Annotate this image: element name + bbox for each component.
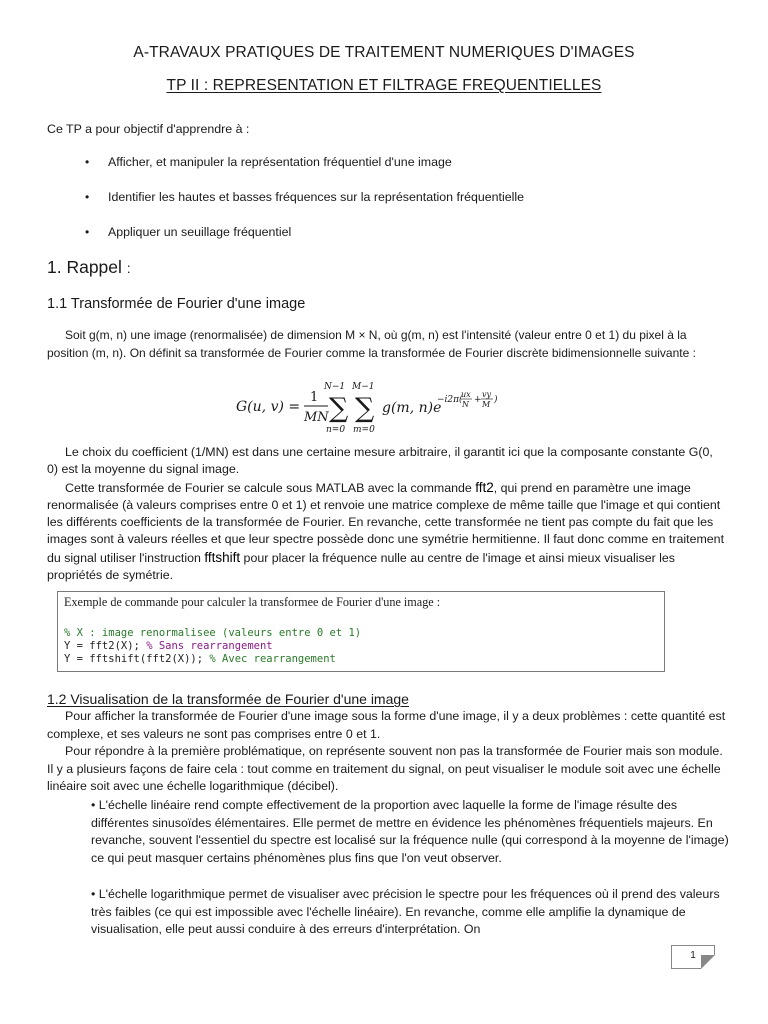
subsection-heading-fourier: 1.1 Transformée de Fourier d'une image <box>47 296 306 312</box>
bullet-icon: • <box>85 190 90 204</box>
svg-text:MN: MN <box>304 410 329 425</box>
page-number: 1 <box>671 945 715 969</box>
document-title: A-TRAVAUX PRATIQUES DE TRAITEMENT NUMERIQUES D'IMAGES <box>133 44 635 61</box>
svg-text:N−1: N−1 <box>324 382 346 392</box>
bullet-icon: • <box>85 155 90 169</box>
svg-text:): ) <box>494 395 498 405</box>
code-title: Exemple de commande pour calculer la transformee de Fourier d'une image : <box>64 595 441 609</box>
svg-text:n=0: n=0 <box>326 425 346 435</box>
scale-item-log: • L'échelle logarithmique permet de visualiser avec précision le spectre pour les fréquences où il prend des valeurs très faibles (ce qui est impossible avec l'échelle linéaire). En revanche, comme elle amplifie la dynamique de visualisation, elle peut aussi conduire à des erreurs d'interprétation. On <box>91 887 720 936</box>
bullet-icon: • <box>85 225 90 239</box>
svg-text:ux: ux <box>461 390 471 399</box>
fourier-formula <box>232 380 532 440</box>
paragraph-fft: Le choix du coefficient (1/MN) est dans une certaine mesure arbitraire, il garantit ici que la composante constante G(0, 0) est la moyenne du signal image. Cette transformée de Fourier se calcule sous MATLAB avec la commande fft2, qui prend en paramètre une image renormalisée (à valeurs comprises entre 0 et 1) et renvoie une matrice complexe de même taille que l'image et qui contient les différents coefficients de la transformée de Fourier. En revanche, cette transformée ne tient pas compte du fait que les images sont à valeurs réelles et que leur spectre possède donc une symétrie hermitienne. Il faut donc comme en traitement du signal utiliser l'instruction fftshift pour placer la fréquence nulle au centre de l'image et ainsi mieux visualiser les propriétés de symétrie. <box>47 445 725 583</box>
svg-text:N: N <box>462 400 469 409</box>
svg-text:∑: ∑ <box>355 393 375 424</box>
svg-text:vy: vy <box>482 390 492 399</box>
svg-text:M: M <box>482 400 491 409</box>
paragraph-visualisation: Pour afficher la transformée de Fourier d'une image sous la forme d'une image, il y a deux problèmes : cette quantité est complexe, et ses valeurs ne sont pas comprises entre 0 et 1. Pour répondre à la première problématique, on représente souvent non pas la transformée de Fourier mais son module. Il y a plusieurs façons de faire cela : tout comme en traitement du signal, on peut visualiser le module soit avec une échelle linéaire soit avec une échelle logarithmique (décibel). <box>47 709 726 793</box>
section-heading: 1. Rappel : <box>47 257 131 277</box>
svg-text:∑: ∑ <box>329 393 349 424</box>
svg-text:−i2π(: −i2π( <box>437 395 463 405</box>
code-example-box <box>57 591 665 672</box>
intro-text: Ce TP a pour objectif d'apprendre à : <box>47 122 250 136</box>
svg-text:g(m, n)e: g(m, n)e <box>382 400 442 416</box>
keyword-fft2: fft2 <box>475 479 494 495</box>
paragraph-definition: Soit g(m, n) une image (renormalisée) de dimension M × N, où g(m, n) est l'intensité (valeur entre 0 et 1) du pixel à la position (m, n). On définit sa transformée de Fourier comme la transformée de Fourier discrète bidimensionnelle suivante : <box>47 328 696 360</box>
svg-text:1: 1 <box>310 390 319 405</box>
svg-text:m=0: m=0 <box>353 425 375 435</box>
subsection-heading-visualisation: 1.2 Visualisation de la transformée de Fourier d'une image <box>47 691 409 707</box>
code-line: Y = fftshift(fft2(X)); % Avec rearrangement <box>64 653 336 665</box>
document-subtitle: TP II : REPRESENTATION ET FILTRAGE FREQUENTIELLES <box>166 77 602 94</box>
svg-text:+: + <box>474 395 482 405</box>
document-page: A-TRAVAUX PRATIQUES DE TRAITEMENT NUMERIQUES D'IMAGES TP II : REPRESENTATION ET FILTRAGE FREQUENTIELLES Ce TP a pour objectif d'apprendre à : • Afficher, et manipuler la représentation fréquentiel d'une image • Identifier les hautes et basses fréquences sur la représentation fréquentielle • Appliquer un seuillage fréquentiel 1. Rappel : 1.1 Transformée de Fourier d'une image Soit g(m, n) une image (renormalisée) de dimension M × N, où g(m, n) est l'intensité (valeur entre 0 et 1) du pixel à la position (m, n). On définit sa transformée de Fourier comme la transformée de Fourier discrète bidimensionnelle suivante : G(u, v) = 1 MN N−1 ∑ n=0 M−1 ∑ m=0 g(m, n)e −i2π( ux N + vy M ) Le choix du coefficient (1/MN) est dans une certaine mesure arbitraire, il garantit ici que la composante constante G(0, 0) est la moyenne du signal image. Cette transformée de Fourier se calcule sous MATLAB avec la commande fft2, qui prend en paramètre une image renormalisée (à valeurs comprises entre 0 et 1) et renvoie une matrice complexe de même taille que l'image et qui contient les différents coefficients de la transformée de Fourier. En revanche, cette transformée ne tient pas compte du fait que les images sont à valeurs réelles et que leur spectre possède donc une symétrie hermitienne. Il faut donc comme en traitement du signal utiliser l'instruction fftshift pour placer la fréquence nulle au centre de l'image et ainsi mieux visualiser les propriétés de symétrie. Exemple de commande pour calculer la transformee de Fourier d'une image : % X : image renormalisee (valeurs entre 0 et 1) Y = fft2(X); % Sans rearrangement Y = fftshift(fft2(X)); % Avec rearrangement 1.2 Visualisation de la transformée de Fourier d'une image Pour afficher la transformée de Fourier d'une image sous la forme d'une image, il y a deux problèmes : cette quantité est complexe, et ses valeurs ne sont pas comprises entre 0 et 1. Pour répondre à la première problématique, on représente souvent non pas la transformée de Fourier mais son module. Il y a plusieurs façons de faire cela : tout comme en traitement du signal, on peut visualiser le module soit avec une échelle linéaire soit avec une échelle logarithmique (décibel). • L'échelle linéaire rend compte effectivement de la proportion avec laquelle la forme de l'image résulte des différentes sinusoïdes élémentaires. Elle permet de mettre en évidence les phénomènes fréquentiels majeurs. En revanche, souvent l'essentiel du spectre est localisé sur la fréquence nulle (qui correspond à la moyenne de l'image) ce qui peut masquer certains phénomènes plus fins que l'on veut observer. • L'échelle logarithmique permet de visualiser avec précision le spectre pour les fréquences où il prend des valeurs très faibles (ce qui est impossible avec l'échelle linéaire). En revanche, comme elle amplifie la dynamique de visualisation, elle peut aussi conduire à des erreurs d'interprétation. On 1 <box>0 0 768 1024</box>
svg-text:G(u, v) =: G(u, v) = <box>236 399 301 415</box>
code-line: % X : image renormalisee (valeurs entre 0 et 1) <box>64 627 362 639</box>
keyword-fftshift: fftshift <box>204 549 241 565</box>
code-line: Y = fft2(X); % Sans rearrangement <box>64 640 273 652</box>
svg-text:M−1: M−1 <box>352 382 375 392</box>
page-fold-icon <box>701 955 715 969</box>
scale-item-linear: • L'échelle linéaire rend compte effectivement de la proportion avec laquelle la forme de l'image résulte des différentes sinusoïdes élémentaires. Elle permet de mettre en évidence les phénomènes fréquentiels majeurs. En revanche, souvent l'essentiel du spectre est localisé sur la fréquence nulle (qui correspond à la moyenne de l'image) ce qui peut masquer certains phénomènes plus fins que l'on veut observer. <box>91 798 729 865</box>
